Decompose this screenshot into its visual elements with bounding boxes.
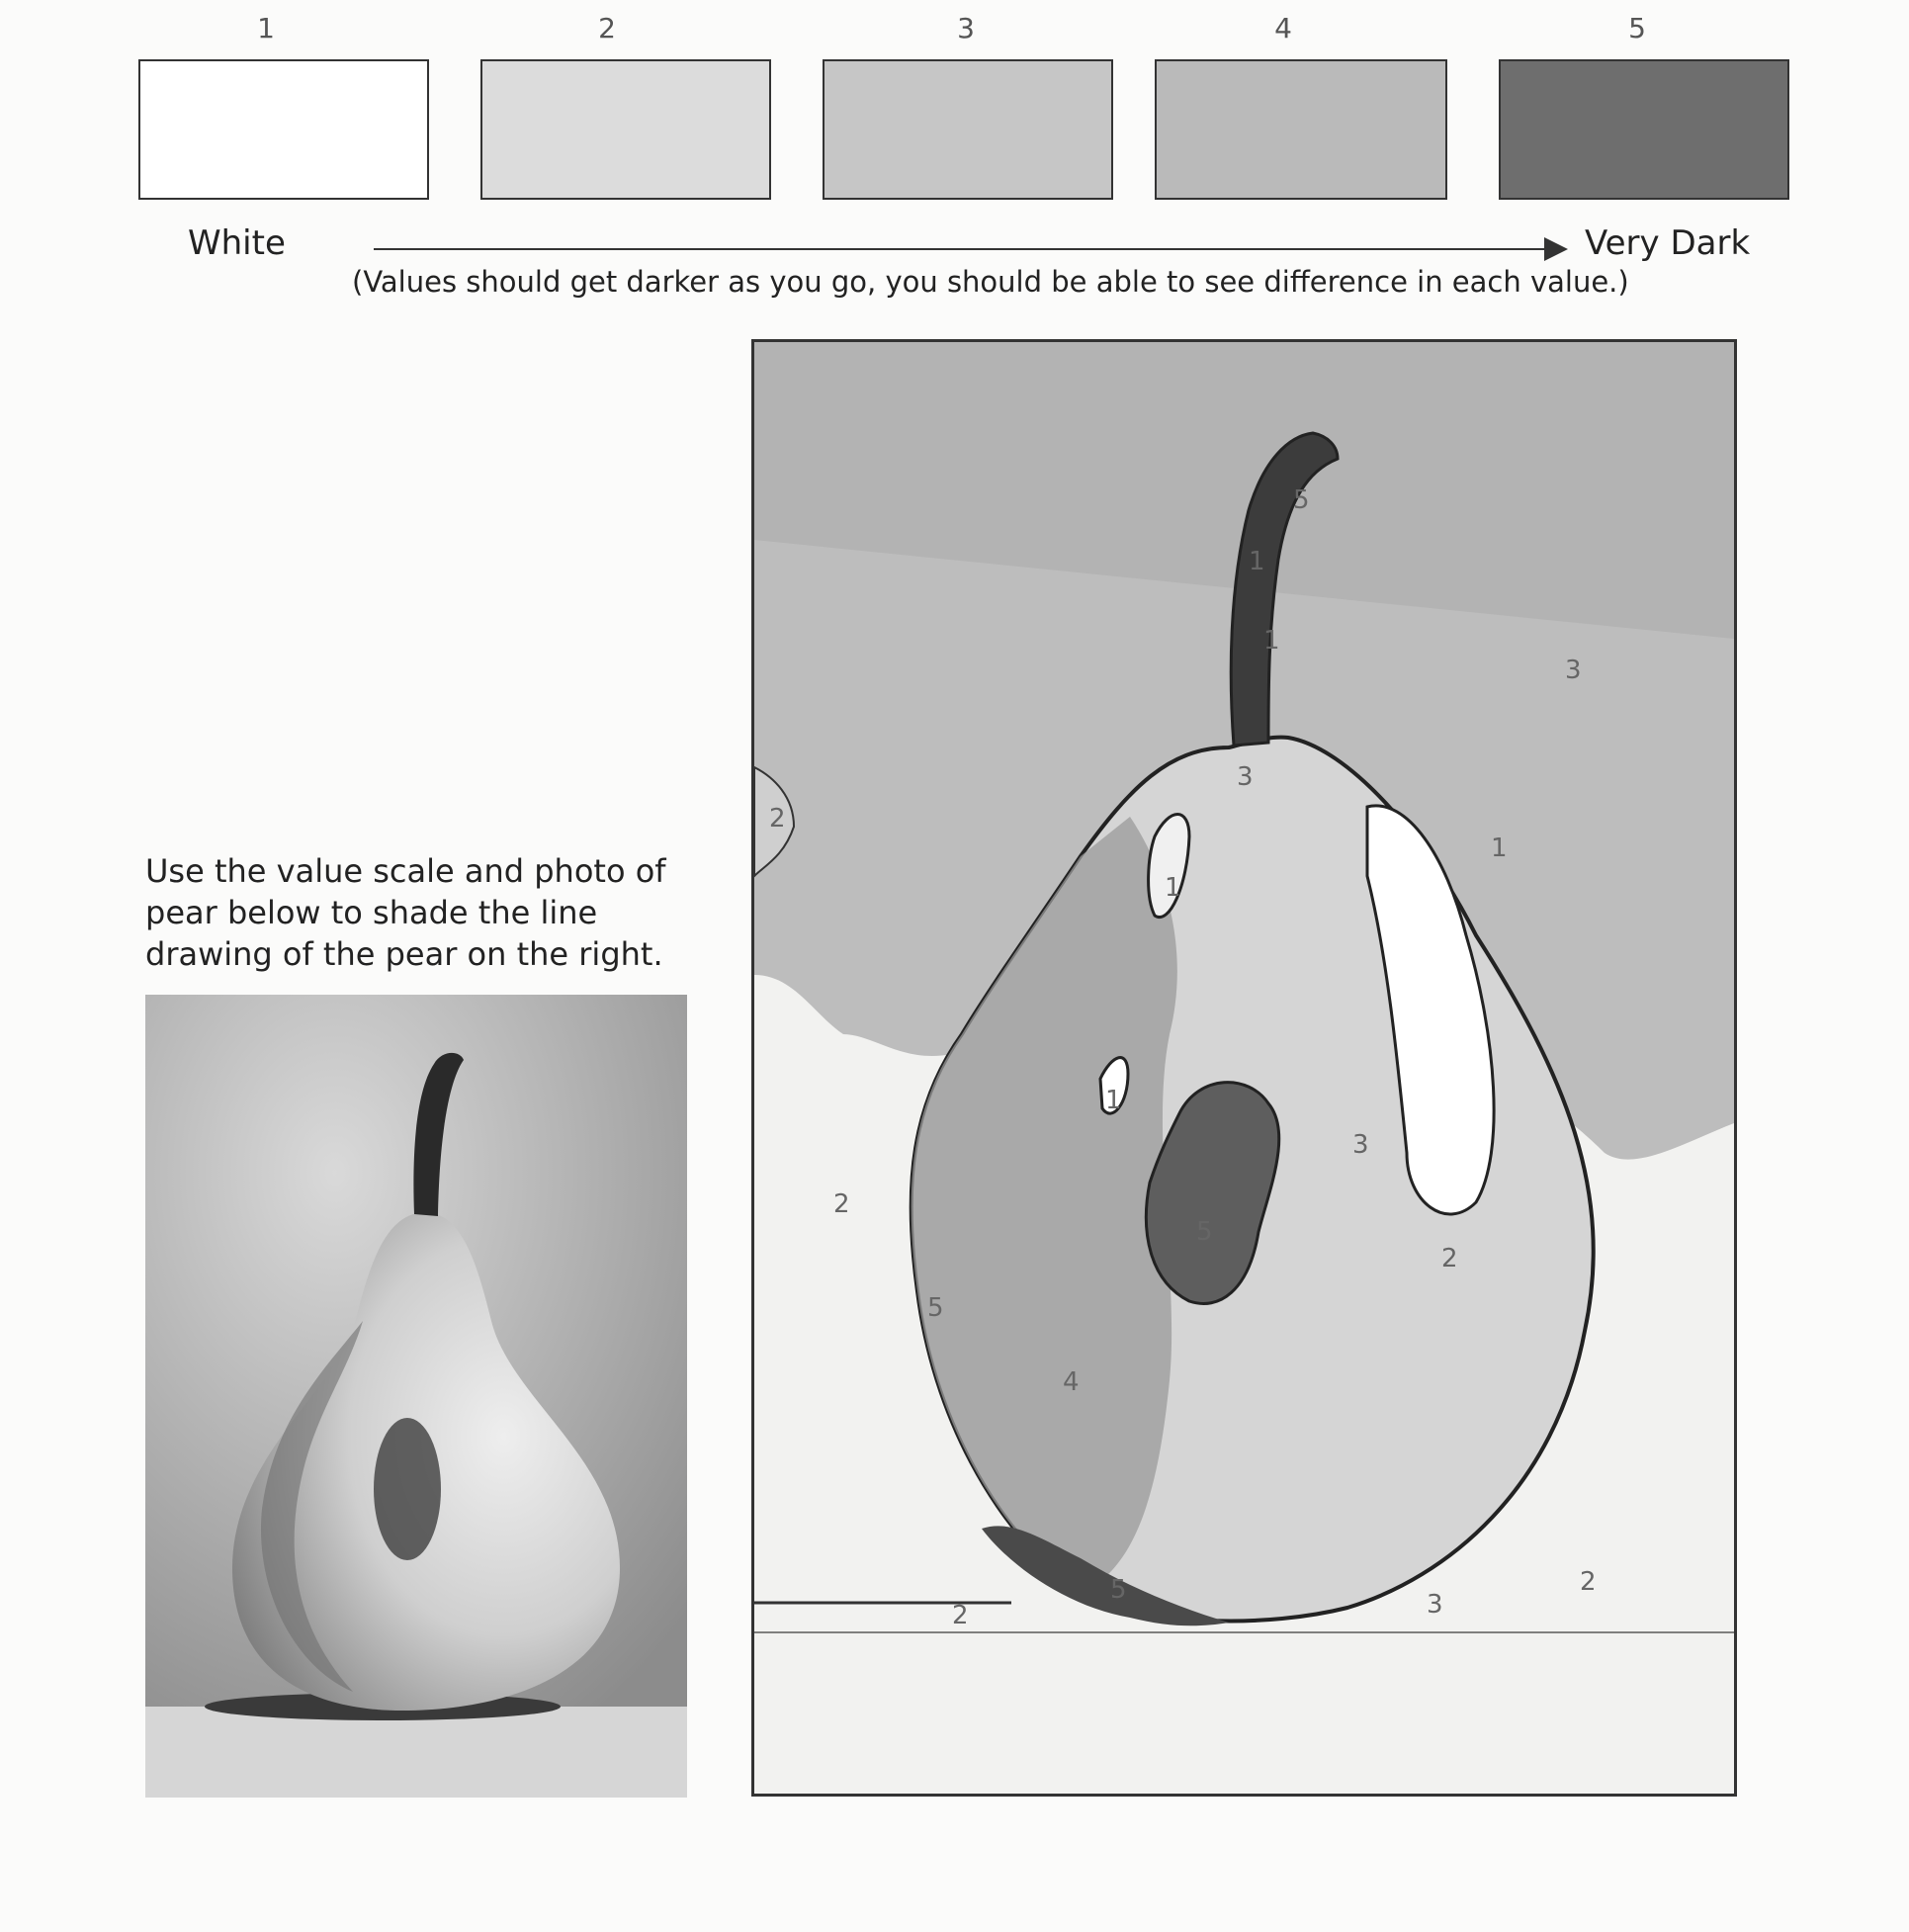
value-number-2: 2 bbox=[598, 12, 616, 44]
pear-line-drawing-icon bbox=[751, 339, 1737, 1797]
drawing-value-mark: 5 bbox=[927, 1293, 944, 1323]
arrow-right-icon bbox=[1544, 237, 1568, 261]
value-swatch-3 bbox=[823, 59, 1113, 200]
value-scale-start-label: White bbox=[188, 223, 286, 263]
value-number-1: 1 bbox=[257, 12, 275, 44]
value-scale-end-label: Very Dark bbox=[1585, 223, 1751, 263]
instructions-text: Use the value scale and photo of pear below to shade the line drawing of the pear on the right. bbox=[145, 852, 666, 973]
value-swatch-4 bbox=[1155, 59, 1447, 200]
drawing-value-mark: 1 bbox=[1491, 834, 1508, 863]
pear-photo-icon bbox=[145, 995, 687, 1798]
drawing-value-mark: 3 bbox=[1352, 1130, 1369, 1160]
drawing-value-mark: 5 bbox=[1110, 1575, 1127, 1605]
value-scale-note: (Values should get darker as you go, you should be able to see difference in each value.) bbox=[352, 265, 1629, 299]
value-number-4: 4 bbox=[1274, 12, 1292, 44]
value-swatch-1 bbox=[138, 59, 429, 200]
drawing-value-mark: 1 bbox=[1165, 873, 1181, 903]
drawing-value-mark: 1 bbox=[1263, 626, 1280, 656]
drawing-value-mark: 2 bbox=[769, 804, 786, 834]
drawing-value-mark: 3 bbox=[1565, 656, 1582, 685]
drawing-value-mark: 2 bbox=[1580, 1567, 1597, 1597]
drawing-value-mark: 1 bbox=[1249, 547, 1265, 576]
drawing-value-mark: 2 bbox=[952, 1601, 969, 1630]
value-swatch-2 bbox=[480, 59, 771, 200]
value-number-3: 3 bbox=[957, 12, 975, 44]
drawing-value-mark: 3 bbox=[1427, 1590, 1443, 1620]
drawing-value-mark: 5 bbox=[1196, 1217, 1213, 1247]
drawing-value-mark: 4 bbox=[1063, 1367, 1080, 1397]
value-swatch-5 bbox=[1499, 59, 1789, 200]
value-number-5: 5 bbox=[1628, 12, 1646, 44]
drawing-value-mark: 5 bbox=[1293, 485, 1310, 515]
drawing-value-mark: 2 bbox=[833, 1189, 850, 1219]
drawing-value-mark: 2 bbox=[1441, 1244, 1458, 1273]
drawing-value-mark: 3 bbox=[1237, 762, 1254, 792]
drawing-value-mark: 1 bbox=[1105, 1086, 1122, 1115]
value-scale-arrow bbox=[374, 248, 1552, 250]
